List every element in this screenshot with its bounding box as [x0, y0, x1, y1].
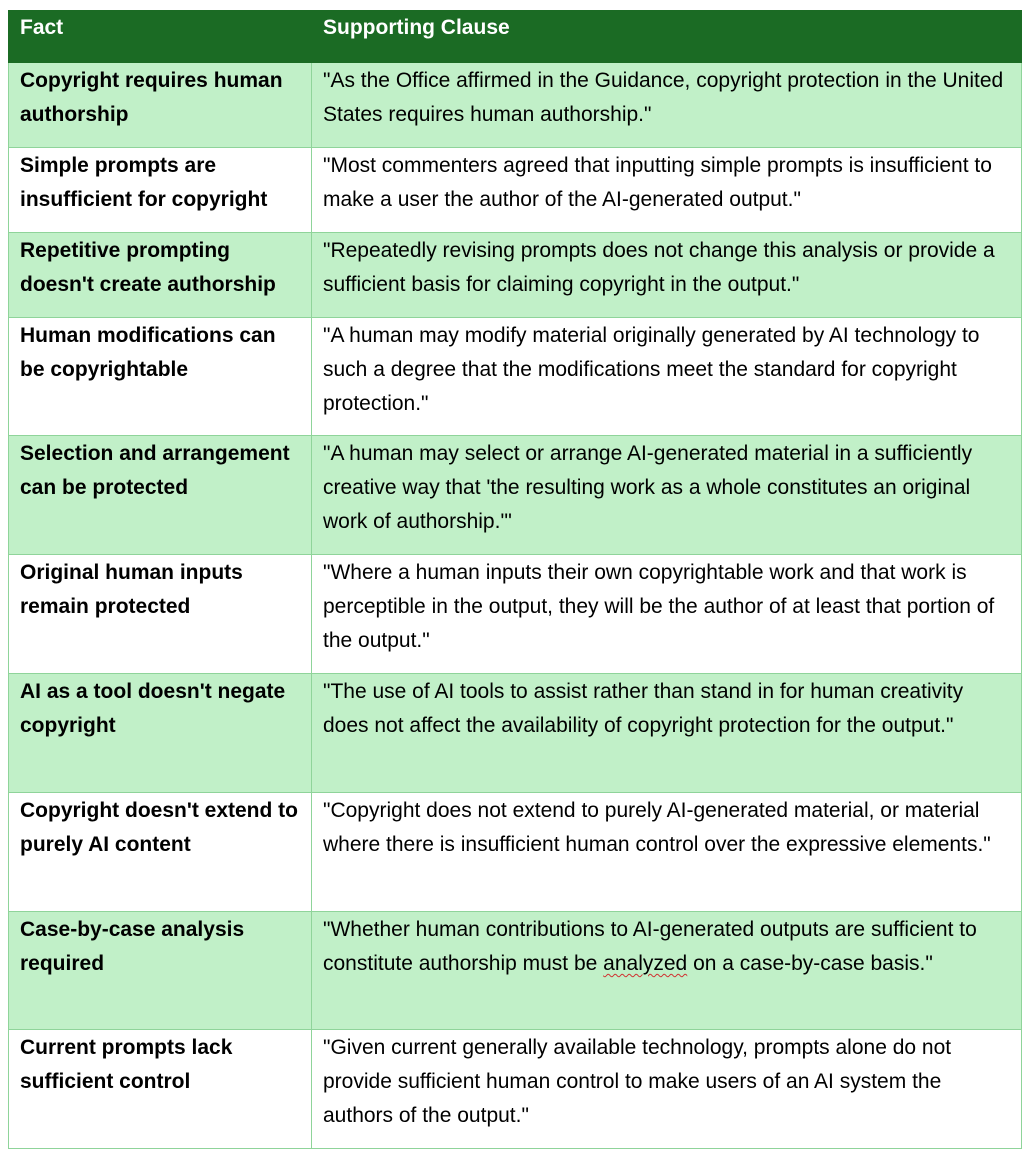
document-page: [8, 10, 1021, 1149]
fact-cell: Case-by-case analysis required: [9, 912, 312, 1030]
clause-cell: "Where a human inputs their own copyrightable work and that work is perceptible in the output, they will be the author of at least that portion of the output.": [312, 555, 1022, 674]
table-header: [9, 11, 1022, 63]
table-body: [9, 63, 1022, 1149]
clause-cell: "As the Office affirmed in the Guidance, copyright protection in the United States requires human authorship.": [312, 63, 1022, 148]
header-fact: Fact: [9, 11, 312, 63]
clause-cell: "The use of AI tools to assist rather than stand in for human creativity does not affect the availability of copyright protection for the output.": [312, 674, 1022, 793]
spellcheck-flagged-word[interactable]: analyzed: [603, 952, 688, 975]
table-row: [9, 436, 1022, 555]
fact-cell: Copyright requires human authorship: [9, 63, 312, 148]
table-row: [9, 912, 1022, 1030]
clause-text-after: on a case-by-case basis.": [687, 952, 933, 975]
clause-cell: "A human may modify material originally generated by AI technology to such a degree that the modifications meet the standard for copyright protection.": [312, 318, 1022, 436]
table-row: [9, 63, 1022, 148]
table-row: [9, 674, 1022, 793]
fact-cell: Copyright doesn't extend to purely AI content: [9, 793, 312, 912]
facts-table: [8, 10, 1022, 1149]
clause-cell: "A human may select or arrange AI-generated material in a sufficiently creative way that 'the resulting work as a whole constitutes an original work of authorship.'": [312, 436, 1022, 555]
fact-cell: Original human inputs remain protected: [9, 555, 312, 674]
fact-cell: Current prompts lack sufficient control: [9, 1030, 312, 1149]
fact-cell: Simple prompts are insufficient for copyright: [9, 148, 312, 233]
table-row: [9, 148, 1022, 233]
table-row: [9, 793, 1022, 912]
clause-cell: "Copyright does not extend to purely AI-generated material, or material where there is insufficient human control over the expressive elements.": [312, 793, 1022, 912]
header-row: [9, 11, 1022, 63]
table-row: [9, 233, 1022, 318]
fact-cell: Selection and arrangement can be protected: [9, 436, 312, 555]
clause-cell: [312, 912, 1022, 1030]
table-row: [9, 1030, 1022, 1149]
clause-text-before: "Whether human contributions to AI-generated outputs are sufficient to constitute authorship must be: [323, 918, 977, 975]
fact-cell: Human modifications can be copyrightable: [9, 318, 312, 436]
clause-cell: "Given current generally available technology, prompts alone do not provide sufficient human control to make users of an AI system the authors of the output.": [312, 1030, 1022, 1149]
fact-cell: Repetitive prompting doesn't create authorship: [9, 233, 312, 318]
table-row: [9, 318, 1022, 436]
clause-cell: "Most commenters agreed that inputting simple prompts is insufficient to make a user the author of the AI-generated output.": [312, 148, 1022, 233]
fact-cell: AI as a tool doesn't negate copyright: [9, 674, 312, 793]
clause-cell: "Repeatedly revising prompts does not change this analysis or provide a sufficient basis for claiming copyright in the output.": [312, 233, 1022, 318]
header-supporting-clause: Supporting Clause: [312, 11, 1022, 63]
table-row: [9, 555, 1022, 674]
